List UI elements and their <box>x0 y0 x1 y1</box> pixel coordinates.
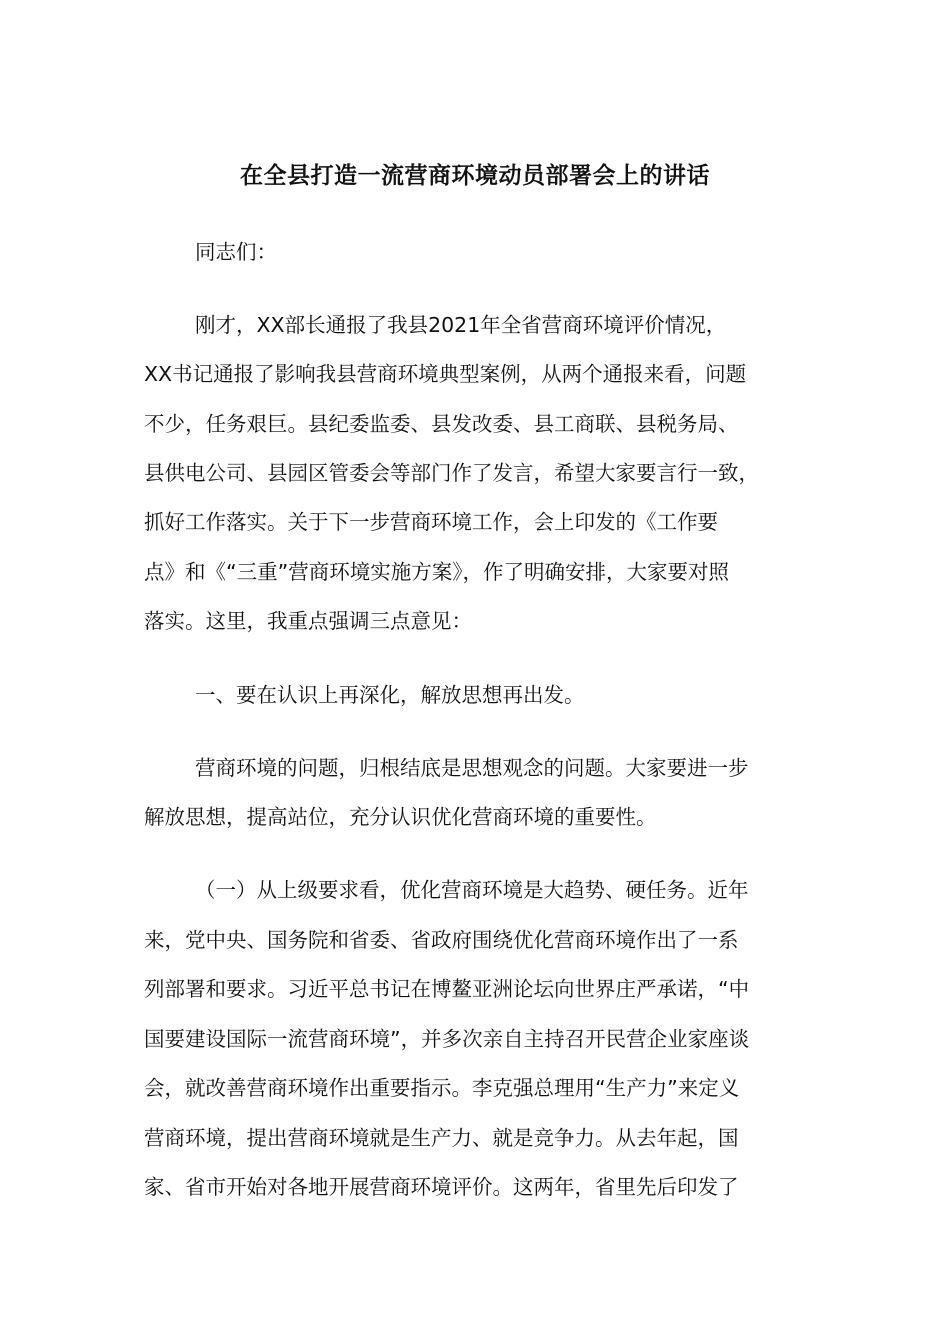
paragraph-line: （一）从上级要求看，优化营商环境是大趋势、硬任务。近年 <box>195 878 749 902</box>
paragraph-line: 来，党中央、国务院和省委、省政府围绕优化营商环境作出了一系 <box>144 928 739 952</box>
paragraph-line: 刚才，XX部长通报了我县2021年全省营商环境评价情况， <box>195 313 727 337</box>
paragraph-line: XX书记通报了影响我县营商环境典型案例，从两个通报来看，问题 <box>144 362 747 386</box>
paragraph-line: 不少，任务艰巨。县纪委监委、县发改委、县工商联、县税务局、 <box>144 412 739 436</box>
paragraph-line: 会，就改善营商环境作出重要指示。李克强总理用“生产力”来定义 <box>144 1076 740 1100</box>
paragraph-line: 营商环境，提出营商环境就是生产力、就是竞争力。从去年起，国 <box>144 1126 739 1150</box>
section-heading: 一、要在认识上再深化，解放思想再出发。 <box>195 683 585 707</box>
greeting: 同志们： <box>195 240 277 264</box>
paragraph-line: 点》和《“三重”营商环境实施方案》，作了明确安排，大家要对照 <box>144 560 729 584</box>
paragraph-line: 抓好工作落实。关于下一步营商环境工作，会上印发的《工作要 <box>144 510 718 534</box>
paragraph-line: 解放思想，提高站位，充分认识优化营商环境的重要性。 <box>144 805 657 829</box>
paragraph-line: 落实。这里，我重点强调三点意见： <box>144 609 472 633</box>
paragraph-line: 营商环境的问题，归根结底是思想观念的问题。大家要进一步 <box>195 756 749 780</box>
paragraph-line: 列部署和要求。习近平总书记在博鳌亚洲论坛向世界庄严承诺，“中 <box>144 977 750 1001</box>
paragraph-line: 国要建设国际一流营商环境”，并多次亲自主持召开民营企业家座谈 <box>144 1027 750 1051</box>
paragraph-line: 县供电公司、县园区管委会等部门作了发言，希望大家要言行一致， <box>144 461 759 485</box>
paragraph-line: 家、省市开始对各地开展营商环境评价。这两年，省里先后印发了 <box>144 1175 739 1199</box>
document-title: 在全县打造一流营商环境动员部署会上的讲话 <box>240 163 710 189</box>
